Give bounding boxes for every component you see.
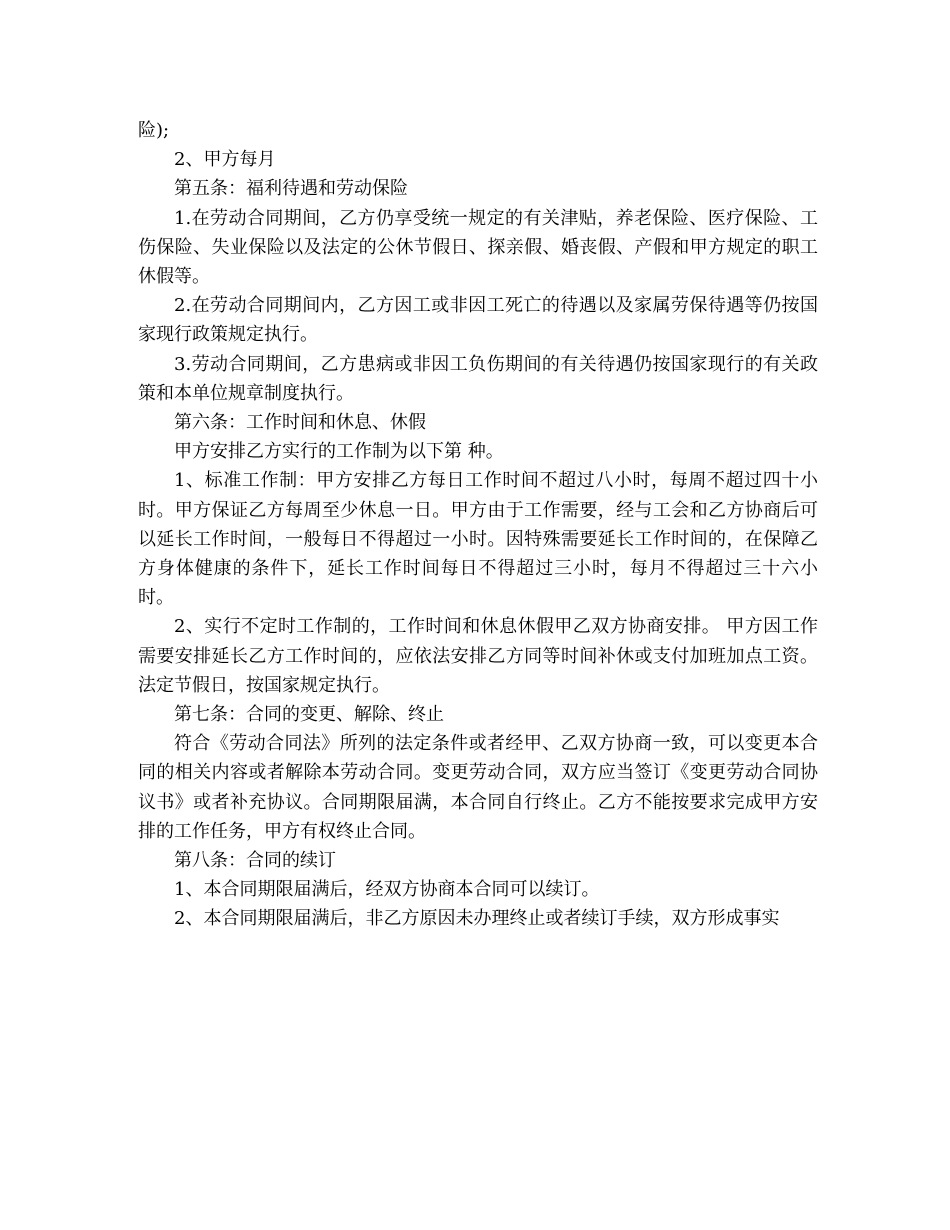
document-body bbox=[138, 116, 818, 934]
paragraph-6-intro: 甲方安排乙方实行的工作制为以下第 种。 bbox=[174, 441, 504, 463]
paragraph-5-1: 1.在劳动合同期间，乙方仍享受统一规定的有关津贴，养老保险、医疗保险、工伤保险、失业保险以及法定的公休节假日、探亲假、婚丧假、产假和甲方规定的职工休假等。 bbox=[138, 207, 818, 288]
section-heading-article-5: 第五条：福利待遇和劳动保险 bbox=[174, 178, 408, 200]
section-heading-article-7: 第七条：合同的变更、解除、终止 bbox=[174, 704, 444, 726]
paragraph-8-2: 2、本合同期限届满后，非乙方原因未办理终止或者续订手续，双方形成事实 bbox=[174, 908, 780, 930]
paragraph-7-body: 符合《劳动合同法》所列的法定条件或者经甲、乙双方协商一致，可以变更本合同的相关内容或者解除本劳动合同。变更劳动合同，双方应当签订《变更劳动合同协议书》或者补充协议。合同期限届满，本合同自行终止。乙方不能按要求完成甲方安排的工作任务，甲方有权终止合同。 bbox=[138, 733, 818, 842]
paragraph-6-1: 1、标准工作制：甲方安排乙方每日工作时间不超过八小时，每周不超过四十小时。甲方保证乙方每周至少休息一日。甲方由于工作需要，经与工会和乙方协商后可以延长工作时间，一般每日不得超过一小时。因特殊需要延长工作时间的，在保障乙方身体健康的条件下，延长工作时间每日不得超过三小时，每月不得超过三十六小时。 bbox=[138, 470, 818, 609]
paragraph-5-3: 3.劳动合同期间，乙方患病或非因工负伤期间的有关待遇仍按国家现行的有关政策和本单位规章制度执行。 bbox=[138, 353, 818, 404]
paragraph-continuation: 险); bbox=[138, 120, 170, 141]
paragraph-5-2: 2.在劳动合同期间内，乙方因工或非因工死亡的待遇以及家属劳保待遇等仍按国家现行政策规定执行。 bbox=[138, 295, 818, 346]
section-heading-article-8: 第八条：合同的续订 bbox=[174, 850, 336, 872]
paragraph-monthly: 2、甲方每月 bbox=[174, 149, 276, 171]
paragraph-6-2: 2、实行不定时工作制的，工作时间和休息休假甲乙双方协商安排。 甲方因工作需要安排延长乙方工作时间的，应依法安排乙方同等时间补休或支付加班加点工资。法定节假日，按国家规定执行。 bbox=[138, 616, 818, 696]
section-heading-article-6: 第六条：工作时间和休息、休假 bbox=[174, 412, 426, 434]
paragraph-8-1: 1、本合同期限届满后，经双方协商本合同可以续订。 bbox=[174, 879, 600, 901]
